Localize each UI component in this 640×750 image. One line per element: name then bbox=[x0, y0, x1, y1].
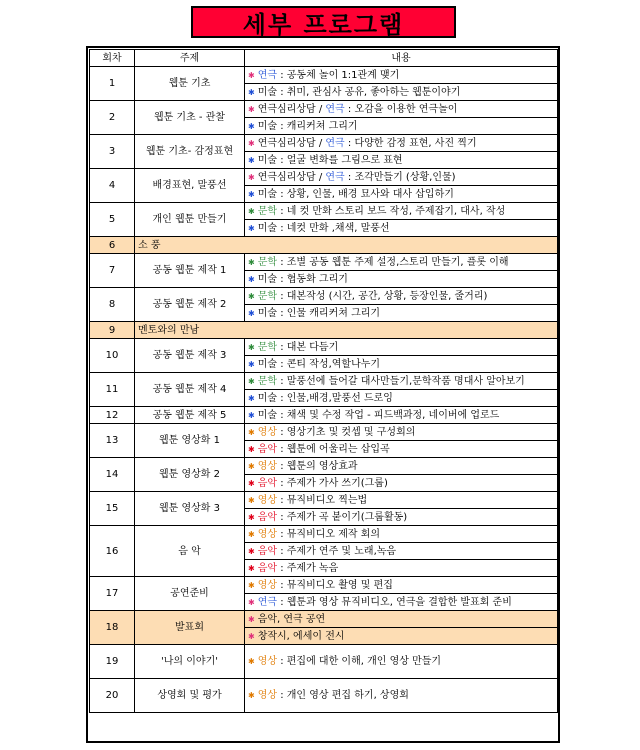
header-topic: 주제 bbox=[135, 50, 245, 67]
table-row bbox=[90, 254, 558, 271]
asterisk-icon: ✱ bbox=[248, 138, 255, 148]
content-text: : 말풍선에 들어갈 대사만들기,문학작품 명대사 알아보기 bbox=[277, 375, 525, 387]
content-item bbox=[245, 492, 558, 509]
table-row bbox=[90, 67, 558, 84]
asterisk-icon: ✱ bbox=[248, 206, 255, 216]
asterisk-icon: ✱ bbox=[248, 376, 255, 386]
session-number: 2 bbox=[90, 101, 135, 135]
subject-label: 영상 bbox=[257, 528, 278, 540]
session-topic: 공연준비 bbox=[135, 577, 245, 611]
content-item bbox=[245, 186, 558, 203]
content-item bbox=[245, 254, 558, 271]
table-row bbox=[90, 458, 558, 475]
content-text: : 주제가 녹음 bbox=[277, 562, 339, 574]
subject-label: 연극 bbox=[325, 171, 345, 183]
subject-label: 연극 bbox=[257, 69, 278, 81]
subject-label: 영상 bbox=[257, 690, 278, 701]
session-topic: 상영회 및 평가 bbox=[135, 679, 245, 713]
content-text: : 조별 공동 웹툰 주제 설정,스토리 만들기, 플롯 이해 bbox=[277, 256, 509, 268]
subject-label: 음악 bbox=[257, 443, 278, 455]
subject-label: 문학 bbox=[257, 375, 278, 387]
table-row bbox=[90, 203, 558, 220]
asterisk-icon: ✱ bbox=[248, 657, 255, 666]
content-text: : 웹툰에 어울리는 삽입곡 bbox=[277, 443, 390, 455]
content-item bbox=[245, 594, 558, 611]
content-item bbox=[245, 84, 558, 101]
content-text: : 대본 다듬기 bbox=[277, 341, 339, 353]
content-text: : 주제가 가사 쓰기(그룹) bbox=[277, 477, 388, 489]
session-number: 17 bbox=[90, 577, 135, 611]
table-row bbox=[90, 237, 558, 254]
content-item bbox=[245, 220, 558, 237]
session-number: 1 bbox=[90, 67, 135, 101]
content-text: : 뮤직비디오 제작 회의 bbox=[277, 528, 381, 540]
content-item bbox=[245, 101, 558, 118]
table-row bbox=[90, 611, 558, 628]
content-text: : 뮤직비디오 찍는법 bbox=[277, 494, 368, 506]
session-topic: 웹툰 기초 bbox=[135, 67, 245, 101]
session-topic: 웹툰 기초 - 관찰 bbox=[135, 101, 245, 135]
session-number: 19 bbox=[90, 645, 135, 679]
subject-label: 영상 bbox=[257, 579, 278, 591]
session-number: 13 bbox=[90, 424, 135, 458]
session-number: 8 bbox=[90, 288, 135, 322]
subject-label: 영상 bbox=[257, 426, 278, 438]
subject-label: 연극 bbox=[325, 103, 345, 115]
asterisk-icon: ✱ bbox=[248, 104, 255, 114]
header-no: 회차 bbox=[90, 50, 135, 67]
session-topic: 웹툰 영상화 3 bbox=[135, 492, 245, 526]
subject-label: 영상 bbox=[257, 460, 278, 472]
content-item bbox=[245, 373, 558, 390]
table-row bbox=[90, 322, 558, 339]
schedule-table bbox=[89, 49, 558, 713]
content-item bbox=[245, 543, 558, 560]
session-topic: 발표회 bbox=[135, 611, 245, 645]
asterisk-icon: ✱ bbox=[248, 172, 255, 182]
asterisk-icon: ✱ bbox=[248, 189, 255, 199]
content-item bbox=[245, 135, 558, 152]
asterisk-icon: ✱ bbox=[248, 461, 255, 471]
content-item bbox=[245, 628, 558, 645]
table-row bbox=[90, 288, 558, 305]
subject-label: 문학 bbox=[257, 205, 278, 217]
table-row bbox=[90, 645, 558, 679]
asterisk-icon: ✱ bbox=[248, 529, 255, 539]
content-text: 미술 : 얼굴 변화를 그림으로 표현 bbox=[257, 154, 403, 166]
asterisk-icon: ✱ bbox=[248, 291, 255, 301]
asterisk-icon: ✱ bbox=[248, 274, 255, 284]
subject-label: 연극 bbox=[257, 596, 278, 608]
session-topic: 공동 웹툰 제작 5 bbox=[135, 407, 245, 424]
content-item bbox=[245, 390, 558, 407]
content-item bbox=[245, 560, 558, 577]
asterisk-icon: ✱ bbox=[248, 155, 255, 165]
asterisk-icon: ✱ bbox=[248, 478, 255, 488]
session-number: 15 bbox=[90, 492, 135, 526]
content-item bbox=[245, 339, 558, 356]
session-number: 10 bbox=[90, 339, 135, 373]
session-number: 6 bbox=[90, 237, 135, 254]
content-text: : 오감을 이용한 연극놀이 bbox=[344, 103, 458, 115]
special-event-label: 멘토와의 만남 bbox=[135, 322, 558, 339]
content-item bbox=[245, 271, 558, 288]
content-text: : 공동체 놀이 1:1관계 맺기 bbox=[277, 69, 400, 81]
session-topic: 공동 웹툰 제작 4 bbox=[135, 373, 245, 407]
subject-label: 영상 bbox=[257, 656, 278, 667]
content-text: 미술 : 인물 캐리커쳐 그리기 bbox=[257, 307, 381, 319]
subject-label: 문학 bbox=[257, 341, 278, 353]
table-row bbox=[90, 679, 558, 713]
asterisk-icon: ✱ bbox=[248, 563, 255, 573]
content-item bbox=[245, 203, 558, 220]
asterisk-icon: ✱ bbox=[248, 70, 255, 80]
table-row bbox=[90, 169, 558, 186]
content-item bbox=[245, 118, 558, 135]
content-text: : 주제가 연주 및 노래,녹음 bbox=[277, 545, 397, 557]
subject-label: 음악 bbox=[257, 562, 278, 574]
content-item bbox=[245, 679, 558, 713]
content-item bbox=[245, 577, 558, 594]
content-item bbox=[245, 611, 558, 628]
content-text: 미술 : 채색 및 수정 작업 - 피드백과정, 네이버에 업로드 bbox=[257, 409, 500, 421]
asterisk-icon: ✱ bbox=[248, 631, 255, 641]
subject-label: 영상 bbox=[257, 494, 278, 506]
content-item bbox=[245, 526, 558, 543]
session-number: 9 bbox=[90, 322, 135, 339]
asterisk-icon: ✱ bbox=[248, 410, 255, 420]
content-item bbox=[245, 152, 558, 169]
table-row bbox=[90, 407, 558, 424]
table-row bbox=[90, 373, 558, 390]
asterisk-icon: ✱ bbox=[248, 359, 255, 369]
content-item bbox=[245, 441, 558, 458]
content-item bbox=[245, 67, 558, 84]
content-text: : 대본작성 (시간, 공간, 상황, 등장인물, 줄거리) bbox=[277, 290, 488, 302]
asterisk-icon: ✱ bbox=[248, 597, 255, 607]
content-text: : 다양한 감정 표현, 사진 찍기 bbox=[344, 137, 477, 149]
content-item bbox=[245, 424, 558, 441]
content-item bbox=[245, 458, 558, 475]
table-row bbox=[90, 101, 558, 118]
content-text: 미술 : 네컷 만화 ,채색, 말풍선 bbox=[257, 222, 390, 234]
asterisk-icon: ✱ bbox=[248, 308, 255, 318]
special-event-label: 소 풍 bbox=[135, 237, 558, 254]
asterisk-icon: ✱ bbox=[248, 614, 255, 624]
content-text: : 웹툰과 영상 뮤직비디오, 연극을 결합한 발표회 준비 bbox=[277, 596, 512, 608]
asterisk-icon: ✱ bbox=[248, 121, 255, 131]
asterisk-icon: ✱ bbox=[248, 512, 255, 522]
subject-label: 연극 bbox=[325, 137, 345, 149]
table-row bbox=[90, 492, 558, 509]
session-number: 18 bbox=[90, 611, 135, 645]
asterisk-icon: ✱ bbox=[248, 87, 255, 97]
content-text: : 조각만들기 (상황,인물) bbox=[344, 171, 456, 183]
session-topic: 웹툰 기초- 감정표현 bbox=[135, 135, 245, 169]
session-number: 12 bbox=[90, 407, 135, 424]
asterisk-icon: ✱ bbox=[248, 223, 255, 233]
subject-label: 문학 bbox=[257, 290, 278, 302]
table-row bbox=[90, 135, 558, 152]
subject-label: 문학 bbox=[257, 256, 278, 268]
subject-label: 음악 bbox=[257, 545, 278, 557]
table-row bbox=[90, 577, 558, 594]
asterisk-icon: ✱ bbox=[248, 444, 255, 454]
content-item bbox=[245, 475, 558, 492]
content-item bbox=[245, 305, 558, 322]
session-topic: 공동 웹툰 제작 3 bbox=[135, 339, 245, 373]
header-content: 내용 bbox=[245, 50, 558, 67]
content-text: : 개인 영상 편집 하기, 상영회 bbox=[277, 690, 409, 701]
session-number: 14 bbox=[90, 458, 135, 492]
content-text: : 영상기초 및 컷셉 및 구성회의 bbox=[277, 426, 416, 438]
content-prefix: 연극심리상담 / bbox=[257, 103, 326, 115]
asterisk-icon: ✱ bbox=[248, 427, 255, 437]
session-topic: 웹툰 영상화 1 bbox=[135, 424, 245, 458]
page-title: 세부 프로그램 bbox=[191, 6, 456, 38]
content-text: 미술 : 취미, 관심사 공유, 좋아하는 웹툰이야기 bbox=[257, 86, 461, 98]
session-topic: 웹툰 영상화 2 bbox=[135, 458, 245, 492]
session-number: 5 bbox=[90, 203, 135, 237]
content-text: 미술 : 협동화 그리기 bbox=[257, 273, 348, 285]
session-number: 7 bbox=[90, 254, 135, 288]
asterisk-icon: ✱ bbox=[248, 495, 255, 505]
content-text: : 웹툰의 영상효과 bbox=[277, 460, 358, 472]
content-text: 창작시, 에세이 전시 bbox=[257, 630, 345, 642]
content-item bbox=[245, 288, 558, 305]
content-prefix: 연극심리상담 / bbox=[257, 171, 326, 183]
session-number: 4 bbox=[90, 169, 135, 203]
table-row bbox=[90, 339, 558, 356]
session-topic: 개인 웹툰 만들기 bbox=[135, 203, 245, 237]
content-item bbox=[245, 509, 558, 526]
content-text: : 네 컷 만화 스토리 보드 작성, 주제잡기, 대사, 작성 bbox=[277, 205, 506, 217]
asterisk-icon: ✱ bbox=[248, 691, 255, 700]
table-row bbox=[90, 526, 558, 543]
content-prefix: 연극심리상담 / bbox=[257, 137, 326, 149]
content-item bbox=[245, 169, 558, 186]
session-topic: 공동 웹툰 제작 1 bbox=[135, 254, 245, 288]
session-topic: 배경표현, 말풍선 bbox=[135, 169, 245, 203]
asterisk-icon: ✱ bbox=[248, 257, 255, 267]
content-text: : 편집에 대한 이해, 개인 영상 만들기 bbox=[277, 656, 442, 667]
content-text: 미술 : 캐리커쳐 그리기 bbox=[257, 120, 358, 132]
content-item bbox=[245, 407, 558, 424]
asterisk-icon: ✱ bbox=[248, 342, 255, 352]
table-header-row bbox=[90, 50, 558, 67]
session-number: 20 bbox=[90, 679, 135, 713]
session-number: 3 bbox=[90, 135, 135, 169]
content-item bbox=[245, 645, 558, 679]
session-number: 11 bbox=[90, 373, 135, 407]
asterisk-icon: ✱ bbox=[248, 546, 255, 556]
content-text: : 주제가 곡 붙이기(그룹활동) bbox=[277, 511, 408, 523]
table-row bbox=[90, 424, 558, 441]
asterisk-icon: ✱ bbox=[248, 393, 255, 403]
asterisk-icon: ✱ bbox=[248, 580, 255, 590]
session-topic: '나의 이야기' bbox=[135, 645, 245, 679]
content-text: 미술 : 인물,배경,말풍선 드로잉 bbox=[257, 392, 393, 404]
content-text: 음악, 연극 공연 bbox=[257, 613, 326, 625]
subject-label: 음악 bbox=[257, 511, 278, 523]
session-number: 16 bbox=[90, 526, 135, 577]
session-topic: 공동 웹툰 제작 2 bbox=[135, 288, 245, 322]
session-topic: 음 악 bbox=[135, 526, 245, 577]
subject-label: 음악 bbox=[257, 477, 278, 489]
content-text: : 뮤직비디오 촬영 및 편집 bbox=[277, 579, 393, 591]
content-text: 미술 : 콘티 작성,역할나누기 bbox=[257, 358, 381, 370]
content-text: 미술 : 상황, 인물, 배경 묘사와 대사 삽입하기 bbox=[257, 188, 454, 200]
content-item bbox=[245, 356, 558, 373]
